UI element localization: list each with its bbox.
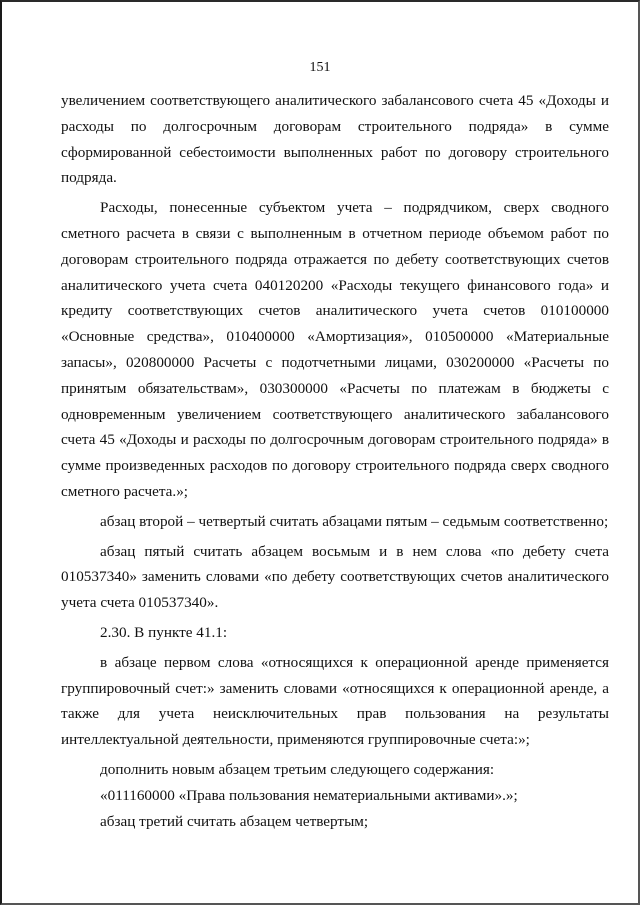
- paragraph-expenses: Расходы, понесенные субъектом учета – подрядчиком, сверх сводного сметного расчета в связи с выполненным в отчетном периоде объемом работ по договорам строительного подряда отражается по дебету соответствующих счетов аналитического учета счета 040120200 «Расходы текущего финансового года» и кредиту соответствующих счетов аналитического учета счетов 010100000 «Основные средства», 010400000 «Амортизация», 010500000 «Материальные запасы», 020800000 Расчеты с подотчетными лицами, 030200000 «Расчеты по принятым обязательствам», 030300000 «Расчеты по платежам в бюджеты с одновременным увеличением соответствующего аналитического забалансового счета 45 «Доходы и расходы по долгосрочным договорам строительного подряда» в сумме произведенных расходов по договору строительного подряда сверх сводного сметного расчета.»;: [61, 199, 609, 500]
- paragraph-add-third: дополнить новым абзацем третьим следующего содержания:: [100, 760, 495, 778]
- paragraph-abzac-third: абзац третий считать абзацем четвертым;: [100, 812, 369, 830]
- paragraph-new-account: «011160000 «Права пользования нематериальными активами».»;: [100, 786, 518, 804]
- paragraph-abzac-fifth: абзац пятый считать абзацем восьмым и в нем слова «по дебету счета 010537340» заменить словами «по дебету соответствующих счетов аналитического учета счета 010537340».: [61, 542, 609, 612]
- paragraph-continuation: увеличением соответствующего аналитического забалансового счета 45 «Доходы и расходы по долгосрочным договорам строительного подряда» в сумме сформированной себестоимости выполненных работ по договору строительного подряда.: [61, 92, 609, 187]
- document-body: [61, 88, 609, 834]
- paragraph-abzac-second-fourth: абзац второй – четвертый считать абзацами пятым – седьмым соответственно;: [100, 512, 609, 530]
- paragraph-section-2-30: 2.30. В пункте 41.1:: [100, 623, 228, 641]
- paragraph-abzac-first: в абзаце первом слова «относящихся к операционной аренде применяется группировочный счет:» заменить словами «относящихся к операционной аренде, а также для учета неисключительных прав пользования на результаты интеллектуальной деятельности, применяются группировочные счета:»;: [61, 653, 609, 749]
- page-number: 151: [309, 60, 331, 75]
